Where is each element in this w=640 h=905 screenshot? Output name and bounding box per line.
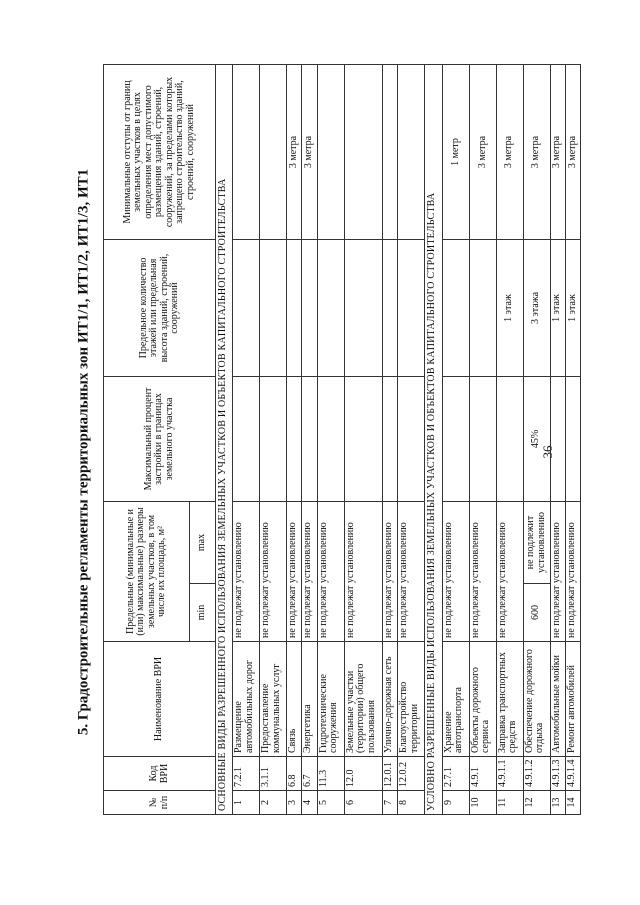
row-size: не подлежат установлению [398,501,425,641]
row-percent: 45% [523,376,550,501]
row-number: 1 [233,791,260,815]
row-offset [233,64,260,239]
row-floors [302,239,317,376]
row-offset: 3 метра [469,64,496,239]
header-offset: Минимальные отступы от границ земельных участков в целях определения мест допустимого размещения зданий, строений, сооружений, за пределами которых запрещено строительство зданий, строений, сооружений [104,64,216,239]
section-title: 5. Градостроительные регламенты территориальных зон ИТ1/1, ИТ1/2, ИТ1/3, ИТ1 [75,168,92,736]
row-offset: 3 метра [496,64,523,239]
row-floors [233,239,260,376]
row-size: не подлежат установлению [496,501,523,641]
row-size: не подлежат установлению [233,501,260,641]
table-row [496,64,523,814]
row-number: 13 [550,791,565,815]
row-percent [344,376,383,501]
table-row [260,64,287,814]
row-name: Размещение автомобильных дорог [233,642,260,757]
row-number: 5 [317,791,344,815]
row-kod: 11.3 [317,757,344,791]
row-floors [260,239,287,376]
row-percent [287,376,302,501]
row-floors [317,239,344,376]
row-name: Предоставление коммунальных услуг [260,642,287,757]
row-number: 14 [565,791,580,815]
section-conditional-heading: УСЛОВНО РАЗРЕШЕННЫЕ ВИДЫ ИСПОЛЬЗОВАНИЯ ЗЕМЕЛЬНЫХ УЧАСТКОВ И ОБЪЕКТОВ КАПИТАЛЬНОГО СТРОИТЕЛЬСТВА [425,64,442,814]
row-percent [233,376,260,501]
row-kod: 12.0 [344,757,383,791]
row-number: 7 [383,791,398,815]
table-row [344,64,383,814]
row-size: не подлежат установлению [344,501,383,641]
row-max: не подлежит установлению [523,501,550,583]
row-floors [383,239,398,376]
header-kod: Код ВРИ [104,757,216,791]
row-min: 600 [523,584,550,642]
row-name: Ремонт автомобилей [565,642,580,757]
page-number: 36 [540,445,555,459]
header-size: Предельные (минимальные и (или) максимальные) размеры земельных участков, в том числе их площадь, м² [104,501,190,641]
row-floors: 3 этажа [523,239,550,376]
row-name: Связь [287,642,302,757]
row-percent [398,376,425,501]
row-floors [398,239,425,376]
table-row [565,64,580,814]
row-size: не подлежат установлению [383,501,398,641]
row-size: не подлежат установлению [287,501,302,641]
table-row [398,64,425,814]
regulations-table-container [103,65,581,815]
row-floors [344,239,383,376]
table-row [383,64,398,814]
row-percent [302,376,317,501]
row-name: Заправка транспортных средств [496,642,523,757]
table-row [523,64,550,814]
row-kod: 12.0.2 [398,757,425,791]
row-kod: 4.9.1.3 [550,757,565,791]
row-name: Благоустройство территории [398,642,425,757]
row-offset [260,64,287,239]
section-basic-heading: ОСНОВНЫЕ ВИДЫ РАЗРЕШЕННОГО ИСПОЛЬЗОВАНИЯ ЗЕМЕЛЬНЫХ УЧАСТКОВ И ОБЪЕКТОВ КАПИТАЛЬНОГО СТРОИТЕЛЬСТВА [216,64,233,814]
row-kod: 6.7 [302,757,317,791]
row-percent [260,376,287,501]
row-kod: 2.7.1 [442,757,469,791]
row-percent [469,376,496,501]
row-name: Объекты дорожного сервиса [469,642,496,757]
row-number: 2 [260,791,287,815]
table-header [104,64,216,814]
row-offset: 3 метра [550,64,565,239]
row-number: 12 [523,791,550,815]
row-floors: 1 этаж [496,239,523,376]
row-name: Автомобильные мойки [550,642,565,757]
row-number: 11 [496,791,523,815]
row-number: 3 [287,791,302,815]
row-offset: 3 метра [287,64,302,239]
row-floors: 1 этаж [565,239,580,376]
row-name: Улично-дорожная сеть [383,642,398,757]
header-min: min [190,584,216,642]
row-number: 6 [344,791,383,815]
row-size: не подлежат установлению [565,501,580,641]
table-row [550,64,565,814]
row-size: не подлежат установлению [442,501,469,641]
row-size: не подлежат установлению [469,501,496,641]
table-row [469,64,496,814]
row-number: 4 [302,791,317,815]
row-kod: 12.0.1 [383,757,398,791]
row-percent [550,376,565,501]
row-size: не подлежат установлению [302,501,317,641]
row-floors [442,239,469,376]
row-percent [317,376,344,501]
row-offset: 3 метра [302,64,317,239]
header-num: № п/п [104,791,216,815]
header-floors: Предельное количество этажей или предельная высота зданий, строений, сооружений [104,239,216,376]
row-percent [383,376,398,501]
row-size: не подлежат установлению [317,501,344,641]
row-offset [398,64,425,239]
row-kod: 4.9.1 [469,757,496,791]
header-percent: Максимальный процент застройки в границах земельного участка [104,376,216,501]
table-body [216,64,581,814]
row-kod: 6.8 [287,757,302,791]
row-floors [469,239,496,376]
row-offset: 3 метра [565,64,580,239]
row-floors [287,239,302,376]
row-name: Хранение автотранспорта [442,642,469,757]
row-name: Земельные участки (территории) общего пользования [344,642,383,757]
row-floors: 1 этаж [550,239,565,376]
row-kod: 7.2.1 [233,757,260,791]
row-number: 9 [442,791,469,815]
row-offset: 1 метр [442,64,469,239]
row-offset [344,64,383,239]
row-offset: 3 метра [523,64,550,239]
row-name: Обеспечение дорожного отдыха [523,642,550,757]
row-number: 10 [469,791,496,815]
header-max: max [190,501,216,583]
row-percent [442,376,469,501]
row-kod: 4.9.1.4 [565,757,580,791]
row-number: 8 [398,791,425,815]
row-percent [565,376,580,501]
row-kod: 3.1.1 [260,757,287,791]
regulations-table [103,64,581,815]
row-kod: 4.9.1.1 [496,757,523,791]
row-percent [496,376,523,501]
row-offset [317,64,344,239]
row-size: не подлежат установлению [260,501,287,641]
row-name: Энергетика [302,642,317,757]
row-name: Гидротехнические сооружения [317,642,344,757]
header-name: Наименование ВРИ [104,642,216,757]
table-row [442,64,469,814]
row-offset [383,64,398,239]
table-row [287,64,302,814]
table-row [302,64,317,814]
row-kod: 4.9.1.2 [523,757,550,791]
table-row [233,64,260,814]
table-row [317,64,344,814]
row-size: не подлежат установлению [550,501,565,641]
